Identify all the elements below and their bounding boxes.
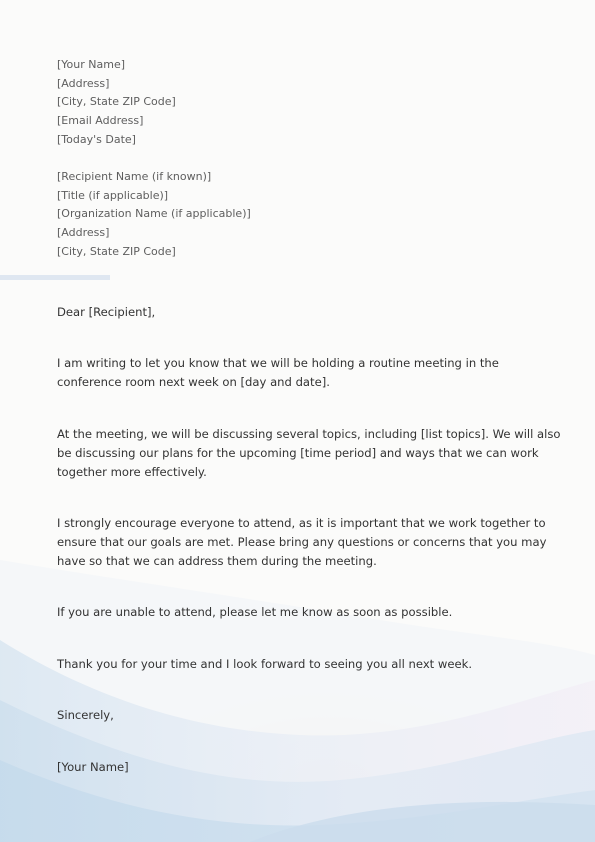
- recipient-title: [Title (if applicable)]: [57, 189, 169, 202]
- paragraph-4: If you are unable to attend, please let me know as soon as possible.: [57, 605, 453, 619]
- salutation: Dear [Recipient],: [57, 305, 156, 319]
- paragraph-3-line: ensure that our goals are met. Please bring any questions or concerns that you may: [57, 534, 547, 549]
- paragraph-2-line: together more effectively.: [57, 464, 207, 479]
- paragraph-3-line: have so that we can address them during the meeting.: [57, 553, 377, 568]
- paragraph-2-line: At the meeting, we will be discussing several topics, including [list topics]. We will also: [57, 427, 561, 441]
- recipient-city-state-zip: [City, State ZIP Code]: [57, 245, 176, 258]
- recipient-address: [Address]: [57, 226, 110, 239]
- paragraph-3: [57, 514, 547, 570]
- paragraph-2: [57, 425, 561, 481]
- recipient-name: [Recipient Name (if known)]: [57, 170, 212, 183]
- recipient-organization: [Organization Name (if applicable)]: [57, 207, 251, 220]
- sender-email: [Email Address]: [57, 114, 144, 127]
- sender-city-state-zip: [City, State ZIP Code]: [57, 95, 176, 108]
- closing: Sincerely,: [57, 708, 114, 722]
- paragraph-1-line: I am writing to let you know that we will be holding a routine meeting in the: [57, 356, 499, 370]
- paragraph-5: Thank you for your time and I look forward to seeing you all next week.: [57, 657, 473, 671]
- paragraph-2-line: be discussing our plans for the upcoming [time period] and ways that we can work: [57, 445, 539, 460]
- paragraph-1-line: conference room next week on [day and date].: [57, 374, 330, 389]
- paragraph-3-line: I strongly encourage everyone to attend, as it is important that we work together to: [57, 516, 546, 530]
- sender-address: [Address]: [57, 77, 110, 90]
- sender-name: [Your Name]: [57, 58, 126, 71]
- letter-date: [Today's Date]: [57, 133, 136, 146]
- paragraph-1: [57, 354, 537, 392]
- accent-bar: [0, 275, 110, 280]
- signature: [Your Name]: [57, 760, 129, 774]
